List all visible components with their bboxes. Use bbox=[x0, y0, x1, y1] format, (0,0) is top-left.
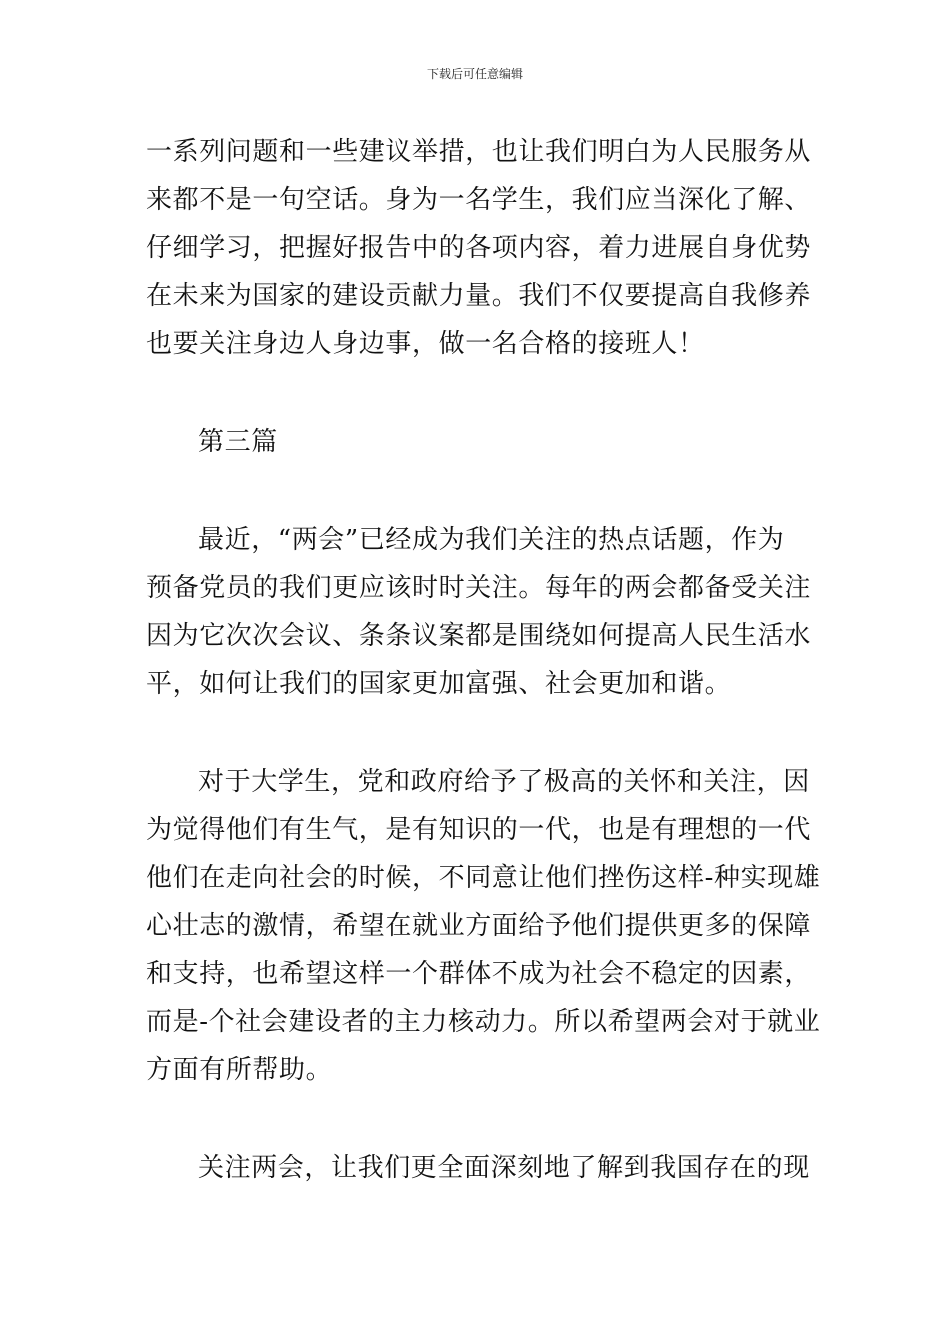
paragraph-gap bbox=[146, 708, 808, 758]
text-line: 心壮志的激情，希望在就业方面给予他们提供更多的保障 bbox=[146, 911, 812, 941]
text-line: 而是-个社会建设者的主力核动力。所以希望两会对于就业 bbox=[146, 1007, 821, 1037]
paragraph-gap bbox=[146, 1094, 808, 1144]
text-line: 他们在走向社会的时候，不同意让他们挫伤这样-种实现雄 bbox=[146, 863, 821, 893]
text-line: 也要关注身边人身边事，做一名合格的接班人！ bbox=[146, 329, 705, 359]
paragraph-gap bbox=[146, 368, 808, 418]
text-line: 一系列问题和一些建议举措，也让我们明白为人民服务从 bbox=[146, 137, 812, 167]
page-header: 下载后可任意编辑 bbox=[426, 67, 523, 81]
paragraph bbox=[146, 516, 812, 708]
text-line: 最近，“两会”已经成为我们关注的热点话题，作为 bbox=[198, 525, 785, 555]
text-line: 在未来为国家的建设贡献力量。我们不仅要提高自我修养 bbox=[146, 281, 812, 311]
text-line: 因为它次次会议、条条议案都是围绕如何提高人民生活水 bbox=[146, 621, 812, 651]
paragraph-continuation bbox=[146, 128, 812, 368]
section-title: 第三篇 bbox=[198, 427, 278, 457]
paragraph-gap bbox=[146, 466, 808, 516]
text-line: 预备党员的我们更应该时时关注。每年的两会都备受关注 bbox=[146, 573, 812, 603]
text-line: 对于大学生，党和政府给予了极高的关怀和关注，因 bbox=[198, 767, 810, 797]
text-line: 关注两会，让我们更全面深刻地了解到我国存在的现 bbox=[198, 1153, 810, 1183]
paragraph bbox=[146, 758, 821, 1094]
text-line: 和支持，也希望这样一个群体不成为社会不稳定的因素， bbox=[146, 959, 812, 989]
text-line: 为觉得他们有生气，是有知识的一代，也是有理想的一代 bbox=[146, 815, 812, 845]
paragraph bbox=[146, 1144, 808, 1192]
text-line: 仔细学习，把握好报告中的各项内容，着力进展自身优势 bbox=[146, 233, 812, 263]
text-line: 平，如何让我们的国家更加富强、社会更加和谐。 bbox=[146, 669, 732, 699]
document-body bbox=[146, 128, 821, 1192]
text-line: 来都不是一句空话。身为一名学生，我们应当深化了解、 bbox=[146, 185, 812, 215]
text-line: 方面有所帮助。 bbox=[146, 1055, 333, 1085]
section-heading bbox=[146, 418, 808, 466]
